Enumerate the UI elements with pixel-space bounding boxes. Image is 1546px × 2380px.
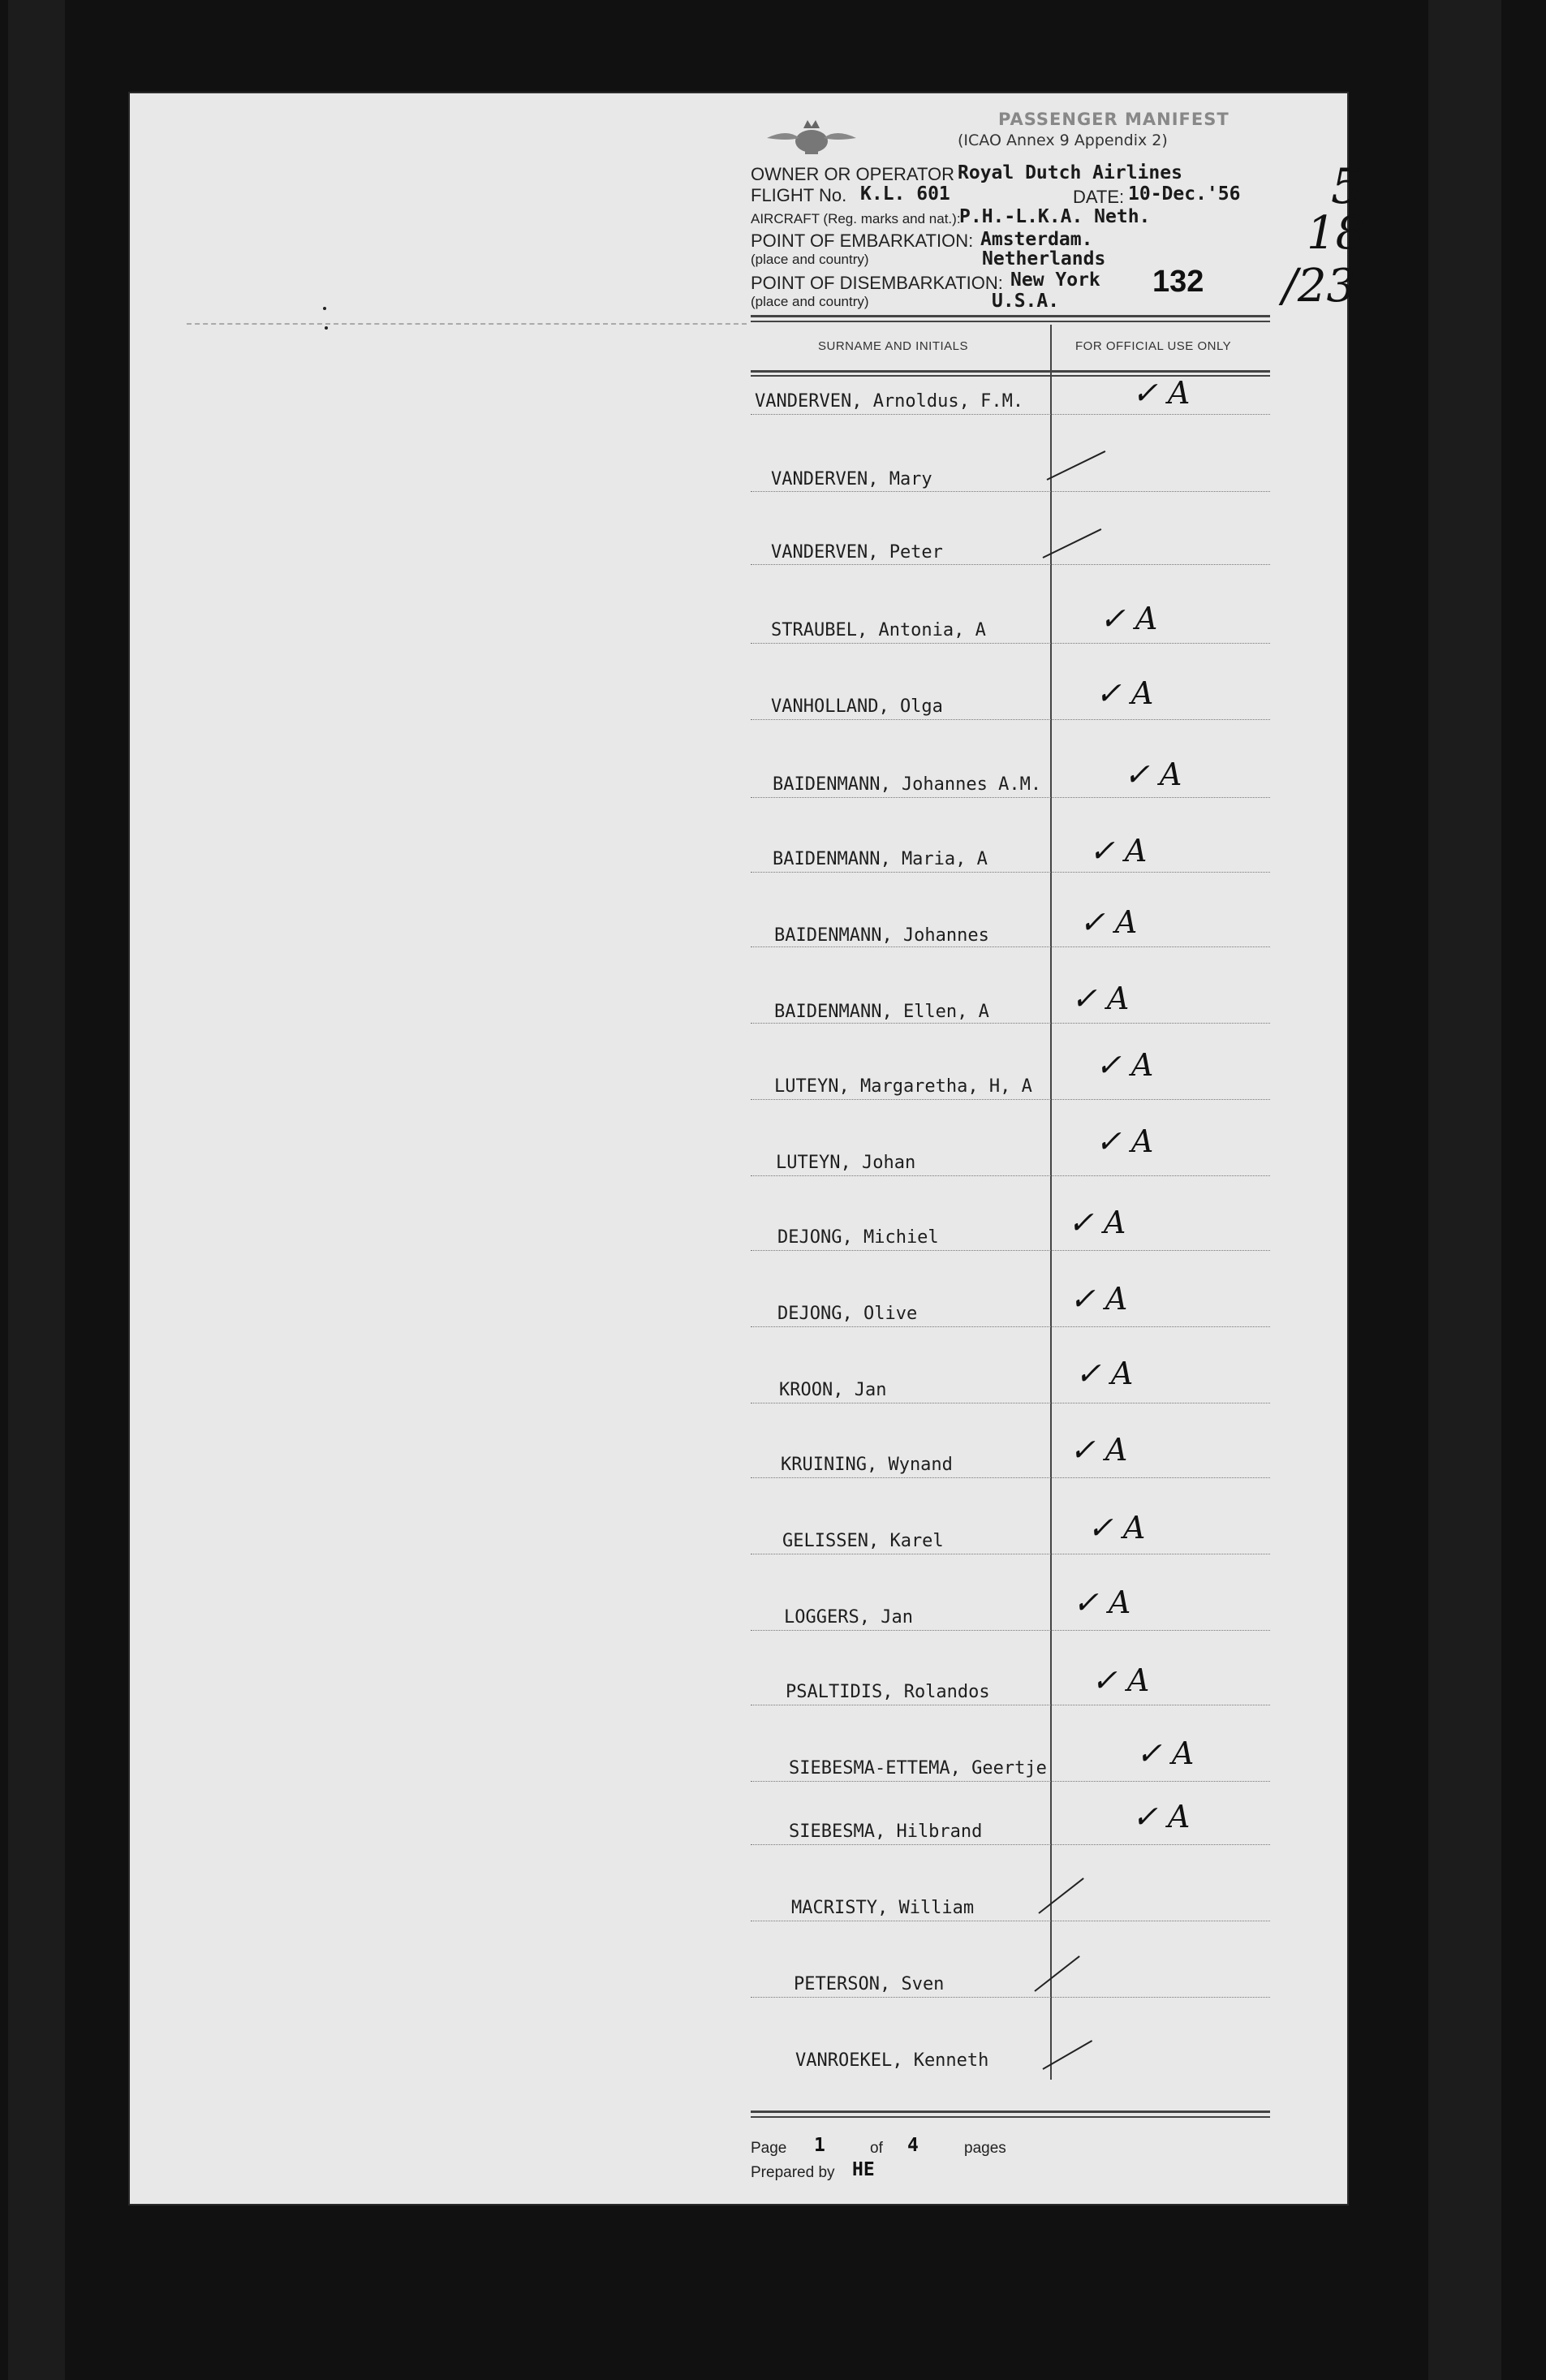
footer-pages-label: pages: [964, 2140, 1006, 2157]
row-divider: [751, 1477, 1270, 1478]
row-divider: [751, 1630, 1270, 1631]
official-mark: ✓ A: [1124, 757, 1182, 792]
passenger-name: MACRISTY, William: [791, 1898, 975, 1918]
passenger-name: LUTEYN, Margaretha, H, A: [774, 1076, 1032, 1097]
disembarkation-country: U.S.A.: [992, 291, 1060, 312]
official-mark: ✓ A: [1075, 1356, 1134, 1391]
official-mark: ✓ A: [1100, 601, 1158, 636]
passenger-name: PETERSON, Sven: [794, 1974, 945, 1994]
passenger-name: STRAUBEL, Antonia, A: [771, 620, 986, 640]
passenger-name: BAIDENMANN, Johannes A.M.: [773, 774, 1042, 795]
official-mark: ✓ A: [1071, 981, 1130, 1016]
margin-note-2: 18: [1307, 207, 1365, 260]
passenger-name: KROON, Jan: [779, 1380, 887, 1400]
film-edge-right: [1428, 0, 1501, 2380]
row-divider: [751, 719, 1270, 720]
header-rule-top-2: [751, 321, 1270, 322]
official-mark: ✓ A: [1132, 1799, 1191, 1835]
row-divider: [751, 491, 1270, 492]
header-rule-top: [751, 315, 1270, 317]
passenger-name: BAIDENMANN, Maria, A: [773, 849, 988, 869]
footer-of-label: of: [870, 2140, 883, 2157]
passenger-name: DEJONG, Olive: [777, 1304, 918, 1324]
official-mark: ✓ A: [1096, 675, 1154, 711]
column-divider: [1050, 325, 1052, 2080]
passenger-name: VANDERVEN, Peter: [771, 542, 943, 563]
column-header-name: SURNAME AND INITIALS: [818, 339, 969, 353]
manifest-title: PASSENGER MANIFEST: [998, 110, 1229, 129]
row-divider: [751, 797, 1270, 798]
official-mark: ✓ A: [1070, 1281, 1128, 1317]
paper-speck: [325, 326, 328, 330]
passenger-name: VANDERVEN, Arnoldus, F.M.: [755, 391, 1024, 412]
footer-page-value: 1: [814, 2135, 825, 2156]
table-bottom-rule: [751, 2111, 1270, 2113]
date-value: 10-Dec.'56: [1128, 183, 1241, 205]
passenger-name: DEJONG, Michiel: [777, 1227, 939, 1248]
official-mark: ✓ A: [1079, 904, 1138, 940]
row-divider: [751, 1250, 1270, 1251]
margin-note-1: 5: [1331, 158, 1363, 215]
passenger-name: SIEBESMA, Hilbrand: [789, 1822, 983, 1842]
passenger-name: KRUINING, Wynand: [781, 1455, 953, 1475]
embarkation-place: Amsterdam.: [980, 229, 1093, 250]
footer-prepared-label: Prepared by: [751, 2164, 835, 2181]
passenger-name: VANHOLLAND, Olga: [771, 696, 943, 717]
embarkation-label: POINT OF EMBARKATION:: [751, 231, 974, 251]
footer-prepared-value: HE: [852, 2159, 875, 2180]
row-divider: [751, 1844, 1270, 1845]
embarkation-sub: (place and country): [751, 252, 869, 267]
aircraft-label: AIRCRAFT (Reg. marks and nat.):: [751, 211, 961, 226]
row-divider: [751, 946, 1270, 947]
date-label: DATE:: [1073, 187, 1125, 207]
official-mark: ✓ A: [1132, 375, 1191, 411]
official-mark: ✓ A: [1092, 1662, 1150, 1698]
official-mark: ✓ A: [1070, 1432, 1128, 1468]
passenger-name: VANROEKEL, Kenneth: [795, 2050, 989, 2071]
aircraft-value: P.H.-L.K.A. Neth.: [959, 206, 1151, 227]
official-mark: ✓ A: [1073, 1585, 1131, 1620]
flight-value: K.L. 601: [860, 183, 950, 205]
header-rule-bottom-2: [751, 375, 1270, 377]
passenger-name: VANDERVEN, Mary: [771, 469, 932, 489]
row-divider: [751, 1997, 1270, 1998]
disembarkation-place: New York: [1010, 269, 1100, 291]
official-mark: ✓ A: [1136, 1735, 1195, 1771]
row-divider: [751, 1326, 1270, 1327]
column-header-official: FOR OFFICIAL USE ONLY: [1075, 339, 1232, 353]
official-mark: ✓ A: [1089, 833, 1148, 869]
paper-speck: [323, 307, 326, 310]
official-mark: ✓ A: [1096, 1123, 1154, 1159]
official-mark: ✓ A: [1096, 1047, 1154, 1083]
passenger-name: BAIDENMANN, Ellen, A: [774, 1002, 989, 1022]
footer-of-value: 4: [907, 2135, 919, 2156]
row-divider: [751, 414, 1270, 415]
owner-label: OWNER OR OPERATOR: [751, 164, 954, 184]
faint-rule: [187, 323, 747, 325]
passenger-name: LOGGERS, Jan: [784, 1607, 913, 1628]
row-divider: [751, 1175, 1270, 1176]
row-divider: [751, 1099, 1270, 1100]
manifest-subtitle: (ICAO Annex 9 Appendix 2): [958, 132, 1168, 149]
sheet-number: 132: [1152, 265, 1204, 299]
row-divider: [751, 872, 1270, 873]
disembarkation-label: POINT OF DISEMBARKATION:: [751, 273, 1003, 293]
passenger-name: LUTEYN, Johan: [776, 1153, 916, 1173]
passenger-name: PSALTIDIS, Rolandos: [786, 1682, 990, 1702]
flight-label: FLIGHT No.: [751, 185, 847, 205]
passenger-name: BAIDENMANN, Johannes: [774, 925, 989, 946]
embarkation-country: Netherlands: [982, 248, 1106, 269]
official-mark: ✓ A: [1087, 1510, 1146, 1546]
official-mark: ✓ A: [1068, 1205, 1126, 1240]
table-bottom-rule-2: [751, 2116, 1270, 2118]
passenger-name: SIEBESMA-ETTEMA, Geertje: [789, 1758, 1047, 1779]
footer-page-label: Page: [751, 2140, 787, 2157]
header-rule-bottom: [751, 370, 1270, 373]
airline-crown-logo-icon: [767, 114, 856, 162]
row-divider: [751, 1781, 1270, 1782]
passenger-name: GELISSEN, Karel: [782, 1531, 944, 1551]
margin-note-3: /23: [1282, 260, 1356, 313]
disembarkation-sub: (place and country): [751, 294, 869, 309]
row-divider: [751, 1023, 1270, 1024]
owner-value: Royal Dutch Airlines: [958, 162, 1182, 183]
row-divider: [751, 643, 1270, 644]
row-divider: [751, 564, 1270, 565]
film-edge-left: [8, 0, 65, 2380]
